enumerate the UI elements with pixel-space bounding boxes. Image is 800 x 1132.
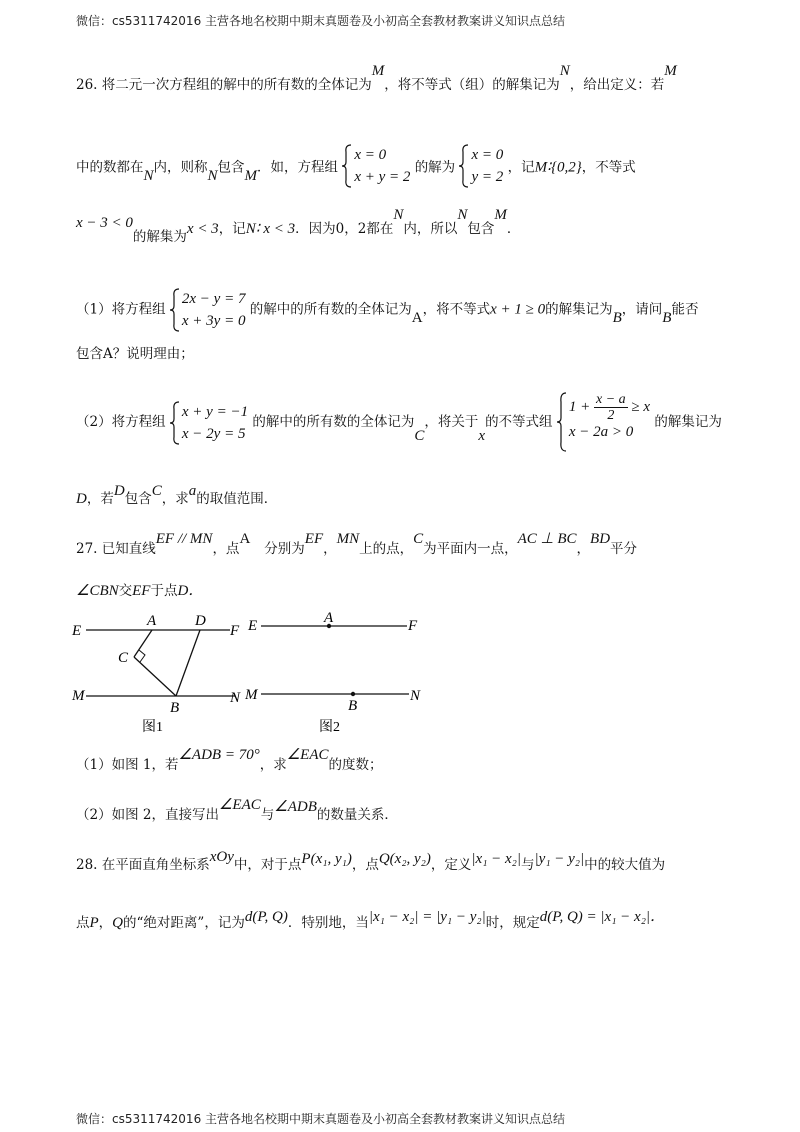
q26-part1-cont: 包含A？说明理由； bbox=[76, 346, 194, 362]
q27-line1: 27. 已知直线EF // MN，点A分别为EF，MN上的点，C为平面内一点，AC ⊥ BC，BD平分 bbox=[76, 531, 638, 557]
page-footer: 微信：cs5311742016 主营各地名校期中期末真题卷及小初高全套教材教案讲义知识点总结 bbox=[76, 1112, 566, 1126]
svg-text:A: A bbox=[324, 610, 334, 626]
q27-part1: （1）如图 1，若∠ADB = 70°，求∠EAC的度数； bbox=[76, 747, 383, 773]
figure-2 bbox=[245, 610, 435, 735]
svg-text:图2: 图2 bbox=[319, 720, 340, 735]
svg-text:图1: 图1 bbox=[142, 720, 163, 735]
figure-1 bbox=[70, 610, 260, 735]
system-example-1: x = 0 x + y = 2 bbox=[342, 144, 410, 188]
q26-part2: （2）将方程组 x + y = −1 x − 2y = 5 的解中的所有数的全体记为C，将关于x的不等式组 1 + $\frac{x - a}{2}$ ≥ x x − 2a > 0 的解集记为 bbox=[76, 398, 722, 447]
q26-line1: 26. 将二元一次方程组的解中的所有数的全体记为M，将不等式（组）的解集记为N，给出定义：若M bbox=[76, 63, 677, 93]
q26-part2-cont: D，若D包含C，求a的取值范围． bbox=[76, 483, 278, 507]
svg-text:E: E bbox=[248, 618, 258, 634]
q26-part1: （1）将方程组 2x − y = 7 x + 3y = 0 的解中的所有数的全体记为A，将不等式x + 1 ≥ 0的解集记为B，请问B能否 bbox=[76, 288, 698, 332]
fraction: $\frac{x - a}{2}$ bbox=[595, 392, 626, 423]
system-part2-inequalities: 1 + $\frac{x - a}{2}$ ≥ x x − 2a > 0 bbox=[557, 392, 650, 441]
q27-part2: （2）如图 2，直接写出∠EAC与∠ADB的数量关系． bbox=[76, 797, 398, 823]
system-part2: x + y = −1 x − 2y = 5 bbox=[170, 401, 248, 445]
segment-CB bbox=[134, 657, 176, 696]
svg-text:E: E bbox=[72, 623, 82, 639]
svg-text:N: N bbox=[230, 690, 241, 706]
q28-line2: 点P，Q的“绝对距离”，记为d(P, Q)．特别地，当|x₁ − x₂| = |y₁ − y₂|时，规定d(P, Q) = |x₁ − x₂|． bbox=[76, 909, 666, 931]
q27-line2: ∠CBN交EF于点D． bbox=[76, 583, 204, 599]
svg-text:F: F bbox=[408, 618, 418, 634]
solution-example-1: x = 0 y = 2 bbox=[459, 144, 503, 188]
svg-text:D: D bbox=[195, 613, 206, 629]
page-header: 微信：cs5311742016 主营各地名校期中期末真题卷及小初高全套教材教案讲义知识点总结 bbox=[76, 14, 566, 28]
svg-text:B: B bbox=[170, 700, 180, 716]
q28-line1: 28. 在平面直角坐标系xOy中，对于点P(x₁, y₁)，点Q(x₂, y₂)，定义|x₁ − x₂|与|y₁ − y₂|中的较大值为 bbox=[76, 849, 666, 873]
svg-text:F: F bbox=[230, 623, 240, 639]
segment-BD bbox=[176, 630, 200, 696]
svg-text:C: C bbox=[118, 650, 129, 666]
right-angle-mark bbox=[139, 650, 145, 662]
svg-text:B: B bbox=[348, 698, 358, 714]
point-B bbox=[351, 692, 355, 696]
q26-line3: x − 3 < 0的解集为x < 3，记N∶ x < 3．因为0，2都在N内，所以N包含M． bbox=[76, 207, 521, 245]
svg-text:N: N bbox=[410, 688, 421, 704]
svg-text:M: M bbox=[245, 687, 258, 703]
system-part1: 2x − y = 7 x + 3y = 0 bbox=[170, 288, 246, 332]
q26-line2: 中的数都在N内，则称N包含M．如，方程组 x = 0 x + y = 2 的解为 x = 0 y = 2 ，记M∶{0,2}，不等式 bbox=[76, 146, 636, 190]
svg-text:M: M bbox=[72, 688, 85, 704]
svg-text:A: A bbox=[147, 613, 157, 629]
